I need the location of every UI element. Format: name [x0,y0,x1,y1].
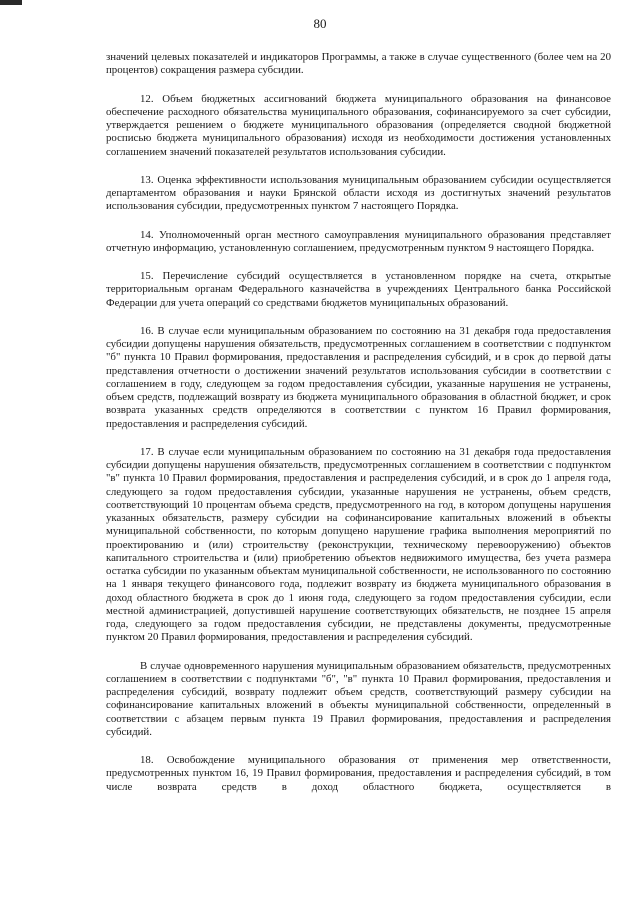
page-number: 80 [313,16,327,31]
paragraph-16: 16. В случае если муниципальным образованием по состоянию на 31 декабря года предоставления субсидии допущены нарушения обязательств, предусмотренных соглашением в соответствии с подпунктом "б" пункта 10 Правил формирования, предоставления и распределения субсидий, и в срок до первой даты представления отчетности о достижении значений результатов использования субсидии в соответствии с соглашением в году, следующем за годом предоставления субсидии, указанные нарушения не устранены, объем средств, подлежащий возврату из бюджета муниципального образования в областной бюджет, и срок возврата указанных средств определяются в соответствии с пунктом 16 Правил формирования, предоставления и распределения субсидий. [106,324,611,430]
paragraph-14: 14. Уполномоченный орган местного самоуправления муниципального образования представляет отчетную информацию, установленную соглашением, предусмотренным пунктом 9 настоящего Порядка. [106,228,611,254]
paragraph-17: 17. В случае если муниципальным образованием по состоянию на 31 декабря года предоставления субсидии допущены нарушения обязательств, предусмотренных соглашением в соответствии с подпунктом "в" пункта 10 Правил формирования, предоставления и распределения субсидий, и в срок до 1 апреля года, следующего за годом предоставления субсидии, указанные нарушения не устранены, объем средств, соответствующий 10 процентам объема средств, предусмотренного на год, в котором допущены нарушения указанных обязательств, размеру субсидии на софинансирование капитальных вложений в объекты муниципальной собственности, по которым допущено нарушение графика выполнения мероприятий по проектированию и (или) строительству (реконструкции, техническому перевооружению) объектов капитального строительства и (или) приобретению объектов недвижимого имущества, без учета размера остатка субсидии по указанным объектам муниципальной собственности, не использованного по состоянию на 1 января текущего финансового года, подлежит возврату из бюджета муниципального образования в доход областного бюджета в срок до 1 июня года, следующего за годом предоставления субсидии, если местной администрацией, допустившей нарушение соответствующих обязательств, не позднее 15 апреля года, следующего за годом предоставления субсидии, не представлены документы, предусмотренные пунктом 20 Правил формирования, предоставления и распределения субсидий. [106,445,611,644]
paragraph-12: 12. Объем бюджетных ассигнований бюджета муниципального образования на финансовое обеспечение расходного обязательства муниципального образования, софинансируемого за счет субсидии, утверждается решением о бюджете муниципального образования (определяется сводной бюджетной росписью бюджета муниципального образования) исходя из необходимости достижения установленных соглашением значений показателей результатов использования субсидии. [106,92,611,158]
paragraph-18: 18. Освобождение муниципального образования от применения мер ответственности, предусмотренных пунктом 16, 19 Правил формирования, предоставления и распределения субсидий, в том числе возврата средств в доход областного бюджета, осуществляется в [106,754,611,793]
paragraph-17-second: В случае одновременного нарушения муниципальным образованием обязательств, предусмотренных соглашением в соответствии с подпунктами "б", "в" пункта 10 Правил формирования, предоставления и распределения субсидий, возврату подлежит объем средств, соответствующий размеру субсидии на софинансирование капитальных вложений в объекты муниципальной собственности, определенный в соответствии с абзацем первым пункта 19 Правил формирования, предоставления и распределения субсидий. [106,659,611,738]
paragraph-continuation: значений целевых показателей и индикаторов Программы, а также в случае существенного (более чем на 20 процентов) сокращения размера субсидии. [106,51,611,77]
scan-edge-mark [0,0,22,5]
paragraph-13: 13. Оценка эффективности использования муниципальным образованием субсидии осуществляется департаментом образования и науки Брянской области исходя из достигнутых значений результатов использования субсидии, предусмотренных пунктом 7 настоящего Порядка. [106,173,611,213]
paragraph-15: 15. Перечисление субсидий осуществляется в установленном порядке на счета, открытые территориальным органам Федерального казначейства в учреждениях Центрального банка Российской Федерации для учета операций со средствами бюджетов муниципальных образований. [106,270,611,309]
document-body [106,51,611,794]
